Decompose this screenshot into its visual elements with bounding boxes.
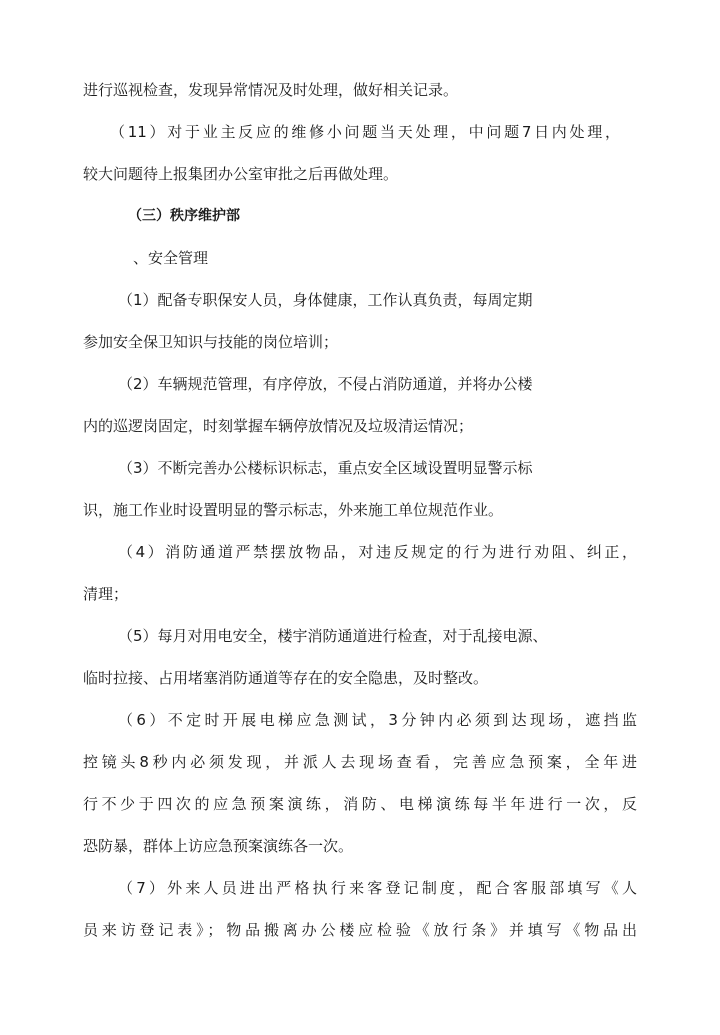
paragraph-line: 员来访登记表》；物品搬离办公楼应检验《放行条》并填写《物品出 xyxy=(83,921,637,939)
paragraph-line: （5）每月对用电安全，楼宇消防通道进行检查，对于乱接电源、 xyxy=(118,627,548,645)
paragraph-line: （6）不定时开展电梯应急测试，3分钟内必须到达现场，遮挡监 xyxy=(118,711,637,729)
paragraph-line: 临时拉接、占用堵塞消防通道等存在的安全隐患，及时整改。 xyxy=(83,669,489,687)
paragraph-line: 控镜头8秒内必须发现，并派人去现场查看，完善应急预案，全年进 xyxy=(83,753,637,771)
paragraph-line: （2）车辆规范管理，有序停放，不侵占消防通道，并将办公楼 xyxy=(118,375,533,393)
paragraph-line: （4）消防通道严禁摆放物品，对违反规定的行为进行劝阻、纠正， xyxy=(118,543,637,561)
paragraph-line: 清理； xyxy=(83,585,129,603)
subsection-heading: 、安全管理 xyxy=(133,249,209,267)
paragraph-line: 识，施工作业时设置明显的警示标志，外来施工单位规范作业。 xyxy=(83,501,504,519)
paragraph-line: 行不少于四次的应急预案演练，消防、电梯演练每半年进行一次，反 xyxy=(83,795,637,813)
paragraph-line: 进行巡视检查，发现异常情况及时处理，做好相关记录。 xyxy=(83,81,459,99)
paragraph-line: （3）不断完善办公楼标识标志，重点安全区域设置明显警示标 xyxy=(118,459,533,477)
paragraph-line: 恐防暴，群体上访应急预案演练各一次。 xyxy=(83,837,354,855)
paragraph-line: 参加安全保卫知识与技能的岗位培训； xyxy=(83,333,339,351)
section-heading: （三）秩序维护部 xyxy=(128,208,240,224)
paragraph-line: （1）配备专职保安人员，身体健康，工作认真负责，每周定期 xyxy=(118,291,533,309)
paragraph-line: （11）对于业主反应的维修小问题当天处理，中问题7日内处理， xyxy=(110,123,620,141)
paragraph-line: （7）外来人员进出严格执行来客登记制度，配合客服部填写《人 xyxy=(118,879,637,897)
paragraph-line: 较大问题待上报集团办公室审批之后再做处理。 xyxy=(83,165,399,183)
paragraph-line: 内的巡逻岗固定，时刻掌握车辆停放情况及垃圾清运情况； xyxy=(83,417,474,435)
